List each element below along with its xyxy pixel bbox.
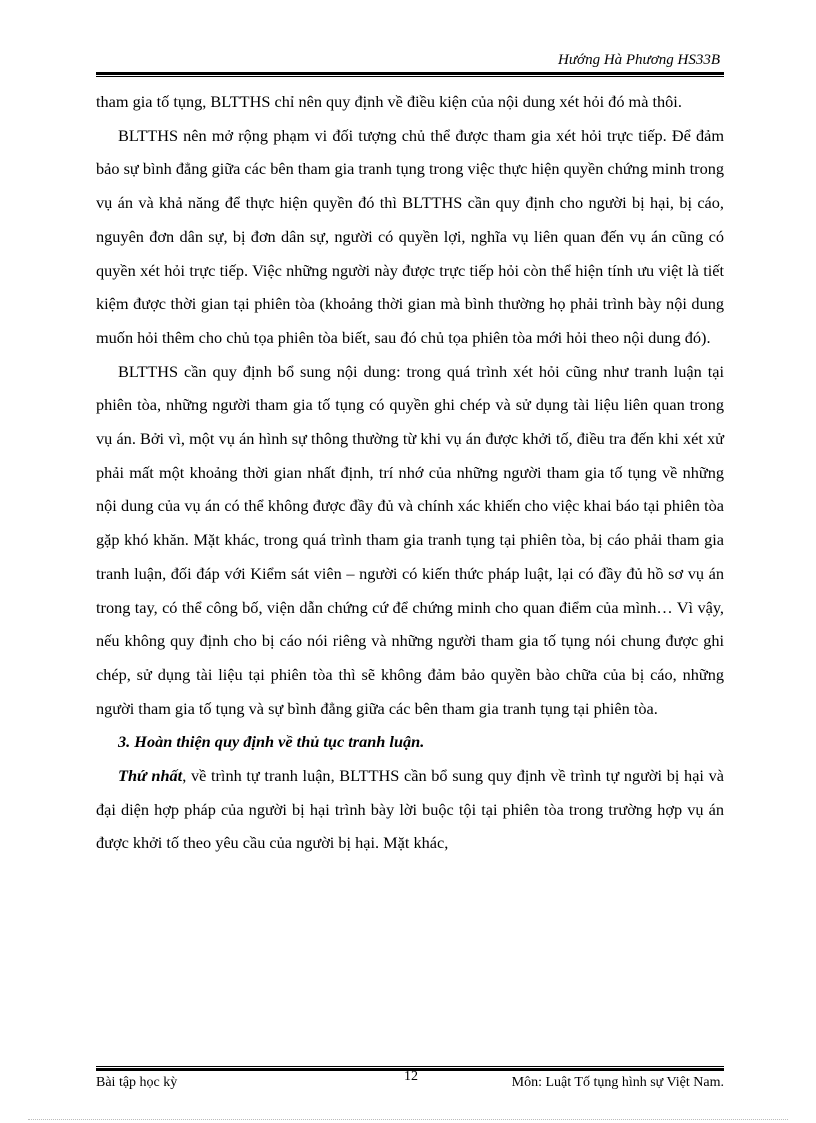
page-header: Hướng Hà Phương HS33B bbox=[558, 52, 720, 68]
footer-right: Môn: Luật Tố tụng hình sự Việt Nam. bbox=[511, 1075, 724, 1090]
header-rule bbox=[96, 72, 724, 77]
bottom-dotted-line bbox=[28, 1119, 788, 1120]
page-number: 12 bbox=[404, 1069, 418, 1084]
paragraph-2: BLTTHS nên mở rộng phạm vi đối tượng chủ thể được tham gia xét hỏi trực tiếp. Để đảm bảo sự bình đẳng giữa các bên tham gia tranh tụng trong việc thực hiện quyền chứng minh trong vụ án và khả năng để thực hiện quyền đó thì BLTTHS cần quy định cho người bị hại, bị cáo, nguyên đơn dân sự, bị đơn dân sự, người có quyền lợi, nghĩa vụ liên quan đến vụ án cũng có quyền xét hỏi trực tiếp. Việc những người này được trực tiếp hỏi còn thể hiện tính ưu việt là tiết kiệm được thời gian tại phiên tòa (khoảng thời gian mà bình thường họ phải trình bày nội dung muốn hỏi thêm cho chủ tọa phiên tòa biết, sau đó chủ tọa phiên tòa mới hỏi theo nội dung đó). bbox=[96, 125, 724, 347]
footer-left: Bài tập học kỳ bbox=[96, 1075, 178, 1090]
paragraph-4 bbox=[96, 759, 724, 860]
paragraph-1: tham gia tố tụng, BLTTHS chỉ nên quy định về điều kiện của nội dung xét hỏi đó mà thôi. bbox=[96, 92, 682, 111]
paragraph-3: BLTTHS cần quy định bổ sung nội dung: trong quá trình xét hỏi cũng như tranh luận tại phiên tòa, những người tham gia tố tụng có quyền ghi chép và sử dụng tài liệu liên quan trong vụ án. Bởi vì, một vụ án hình sự thông thường từ khi vụ án được khởi tố, điều tra đến khi xét xử phải mất một khoảng thời gian nhất định, trí nhớ của những người tham gia tố tụng về những nội dung của vụ án có thể không được đầy đủ và chính xác khiến cho việc khai báo tại phiên tòa gặp khó khăn. Mặt khác, trong quá trình tham gia tranh tụng tại phiên tòa, bị cáo phải tham gia tranh luận, đối đáp với Kiểm sát viên – người có kiến thức pháp luật, lại có đầy đủ hồ sơ vụ án trong tay, có thể công bố, viện dẫn chứng cứ để chứng minh cho quan điểm của mình… Vì vậy, nếu không quy định cho bị cáo nói riêng và những người tham gia tố tụng nói chung được ghi chép, sử dụng tài liệu tại phiên tòa thì sẽ không đảm bảo quyền bào chữa của bị cáo, những người tham gia tố tụng và sự bình đẳng giữa các bên tham gia tranh tụng tại phiên tòa. bbox=[96, 361, 724, 718]
document-body bbox=[96, 85, 724, 860]
paragraph-4-text: , về trình tự tranh luận, BLTTHS cần bổ sung quy định về trình tự người bị hại và đại diện hợp pháp của người bị hại trình bày lời buộc tội tại phiên tòa trong trường hợp vụ án được khởi tố theo yêu cầu của người bị hại. Mặt khác, bbox=[96, 766, 724, 853]
section-heading: 3. Hoàn thiện quy định về thủ tục tranh luận. bbox=[118, 732, 425, 752]
paragraph-4-lead: Thứ nhất bbox=[118, 766, 183, 786]
